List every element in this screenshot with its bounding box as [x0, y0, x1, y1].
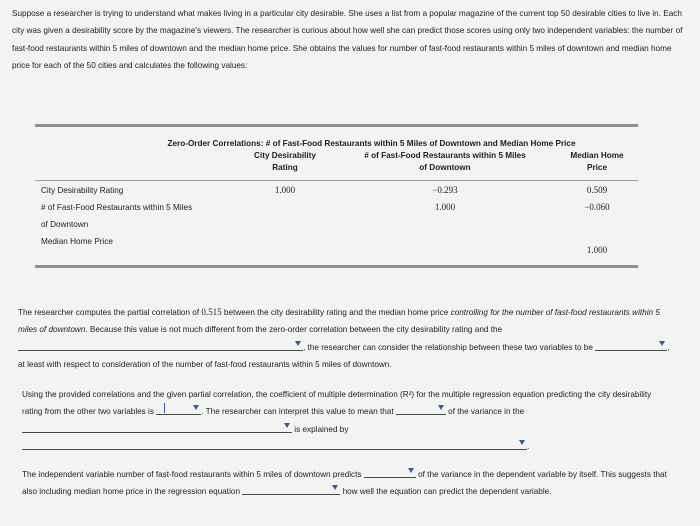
text-cursor [164, 403, 165, 413]
col3-line2: Price [586, 163, 608, 172]
col-header-fast-food [335, 150, 555, 174]
q2-dropdown-percent[interactable] [396, 403, 446, 415]
question-multiple-determination [22, 386, 672, 456]
q1-text-e: , at least with respect to consideration of the number of fast-food restaurants within 5 miles of downtown. [18, 342, 670, 370]
col2-line1: # of Fast-Food Restaurants within 5 Miles [364, 151, 526, 160]
q2-dropdown-r-squared[interactable] [156, 403, 201, 415]
q2-text [22, 386, 672, 456]
table-top-rule [35, 124, 638, 127]
q3-text-c: how well the equation can predict the dependent variable. [342, 487, 552, 497]
table-header-row [35, 150, 638, 180]
cell-r1-c2: −0.293 [432, 185, 458, 195]
table-row [35, 182, 638, 199]
cell-r1-c1: 1.000 [274, 185, 296, 195]
chevron-down-icon [659, 341, 665, 346]
q1-italic-text: controlling for the number of fast-food restaurants within 5 miles of downtown [18, 308, 660, 335]
table-row [35, 233, 638, 259]
chevron-down-icon [295, 341, 301, 346]
correlation-table [35, 124, 638, 268]
cell-r1-c3: 0.509 [586, 185, 608, 195]
question-partial-correlation [18, 304, 678, 374]
chevron-down-icon [519, 440, 525, 445]
col1-line2: Rating [272, 163, 298, 172]
q1-text-a: The researcher computes the partial correlation of [18, 308, 202, 317]
row-label-fast-food [41, 199, 251, 233]
q2-dropdown-variable[interactable] [22, 421, 292, 433]
q2-text-c: of the variance in the [448, 407, 525, 417]
chevron-down-icon [284, 423, 290, 428]
table-row [35, 199, 638, 233]
q3-text-b: of the variance in the dependent variable by itself. This suggests that also including median home price in the regression equation [22, 470, 667, 497]
row-label-city-desirability: City Desirability Rating [41, 186, 124, 195]
q2-text-a: Using the provided correlations and the given partial correlation, the coefficient of multiple determination (R²) for the multiple regression equation predicting the city desirability rating from the other two variables is [22, 390, 652, 417]
question-fast-food-prediction [22, 466, 672, 501]
col2-line2: of Downtown [419, 163, 471, 172]
table-title: Zero-Order Correlations: # of Fast-Food Restaurants within 5 Miles of Downtown and Median Home Price [167, 139, 576, 148]
q1-dropdown-1[interactable] [18, 339, 303, 351]
chevron-down-icon [332, 485, 338, 490]
col3-line1: Median Home [570, 151, 624, 160]
chevron-down-icon [193, 405, 199, 410]
q2-text-d: is explained by [294, 424, 349, 434]
row2-label-line1: # of Fast-Food Restaurants within 5 Miles [41, 203, 193, 212]
intro-paragraph [12, 5, 684, 75]
col1-line1: City Desirability [254, 151, 316, 160]
q3-text [22, 466, 672, 501]
q1-text-c: . Because this value is not much different from the zero-order correlation between the city desirability rating and the [85, 325, 503, 335]
q1-dropdown-2[interactable] [595, 339, 667, 351]
q2-text-b: . The researcher can interpret this value to mean that [201, 407, 394, 417]
intro-text: Suppose a researcher is trying to understand what makes living in a particular city desirable. She uses a list from a popular magazine of the current top 50 desirable cities to live in. Each city was given a desirability score by the magazine's viewers. The researcher is curious about how well she can predict those scores using only two independent variables: the number of fast-food restaurants within 5 miles of downtown and the median home price. She obtains the values for number of fast-food restaurants within 5 miles of downtown and median home price for each of the 50 cities and calculates the following values: [12, 9, 683, 71]
col-header-median-home-price [557, 150, 637, 174]
row-label-median-home-price: Median Home Price [41, 237, 113, 246]
col-header-city-desirability [240, 150, 330, 174]
chevron-down-icon [408, 468, 414, 473]
partial-correlation-value: 0.515 [201, 307, 222, 317]
q2-dropdown-predictors[interactable] [22, 438, 530, 452]
chevron-down-icon [438, 405, 444, 410]
q1-text-b: between the city desirability rating and the median home price [221, 308, 451, 317]
table-bottom-rule [35, 265, 638, 268]
cell-r2-c2: 1.000 [434, 202, 456, 212]
q3-dropdown-effect[interactable] [242, 483, 340, 495]
q1-text [18, 304, 678, 374]
header-divider [35, 180, 638, 181]
cell-r3-c3: 1.000 [586, 245, 608, 255]
q3-text-a: The independent variable number of fast-food restaurants within 5 miles of downtown predicts [22, 470, 362, 479]
row2-label-line2: of Downtown [41, 220, 89, 229]
q3-dropdown-percent[interactable] [364, 466, 416, 478]
q1-text-d: , the researcher can consider the relationship between these two variables to be [303, 342, 593, 352]
q2-text-e: . [527, 442, 530, 452]
cell-r2-c3: −0.060 [584, 202, 610, 212]
